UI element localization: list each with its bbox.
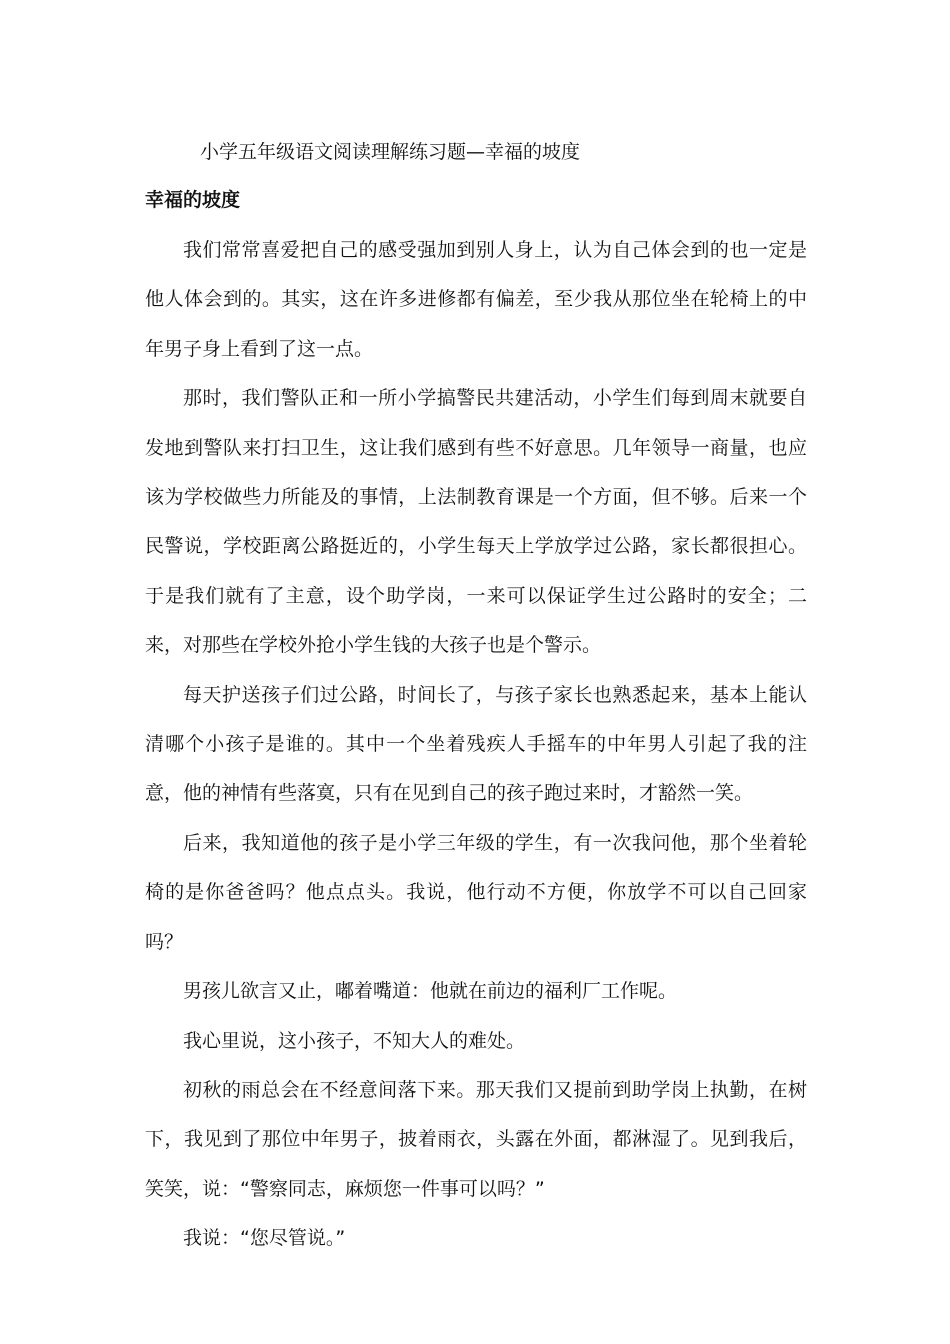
paragraph: 那时，我们警队正和一所小学搞警民共建活动，小学生们每到周末就要自发地到警队来打扫卫生，这让我们感到有些不好意思。几年领导一商量，也应该为学校做些力所能及的事情，上法制教育课是一个方面，但不够。后来一个民警说，学校距离公路挺近的，小学生每天上学放学过公路，家长都很担心。于是我们就有了主意，设个助学岗，一来可以保证学生过公路时的安全；二来，对那些在学校外抢小学生钱的大孩子也是个警示。 <box>145 387 807 657</box>
document-title: 小学五年级语文阅读理解练习题—幸福的坡度 <box>200 141 581 163</box>
article-body <box>145 226 807 1264</box>
paragraph: 我说：“您尽管说。” <box>183 1227 346 1250</box>
article-title: 幸福的坡度 <box>145 189 241 211</box>
paragraph: 每天护送孩子们过公路，时间长了，与孩子家长也熟悉起来，基本上能认清哪个小孩子是谁的。其中一个坐着残疾人手摇车的中年男人引起了我的注意，他的神情有些落寞，只有在见到自己的孩子跑过来时，才豁然一笑。 <box>145 683 807 805</box>
paragraph: 男孩儿欲言又止，嘟着嘴道：他就在前边的福利厂工作呢。 <box>183 980 678 1003</box>
paragraph: 我心里说，这小孩子，不知大人的难处。 <box>183 1029 526 1052</box>
paragraph: 我们常常喜爱把自己的感受强加到别人身上，认为自己体会到的也一定是他人体会到的。其实，这在许多进修都有偏差，至少我从那位坐在轮椅上的中年男子身上看到了这一点。 <box>145 239 807 360</box>
paragraph: 初秋的雨总会在不经意间落下来。那天我们又提前到助学岗上执勤，在树下，我见到了那位中年男子，披着雨衣，头露在外面，都淋湿了。见到我后，笑笑，说：“警察同志，麻烦您一件事可以吗？” <box>145 1078 807 1200</box>
paragraph: 后来，我知道他的孩子是小学三年级的学生，有一次我问他，那个坐着轮椅的是你爸爸吗？他点点头。我说，他行动不方便，你放学不可以自己回家吗？ <box>145 831 807 953</box>
